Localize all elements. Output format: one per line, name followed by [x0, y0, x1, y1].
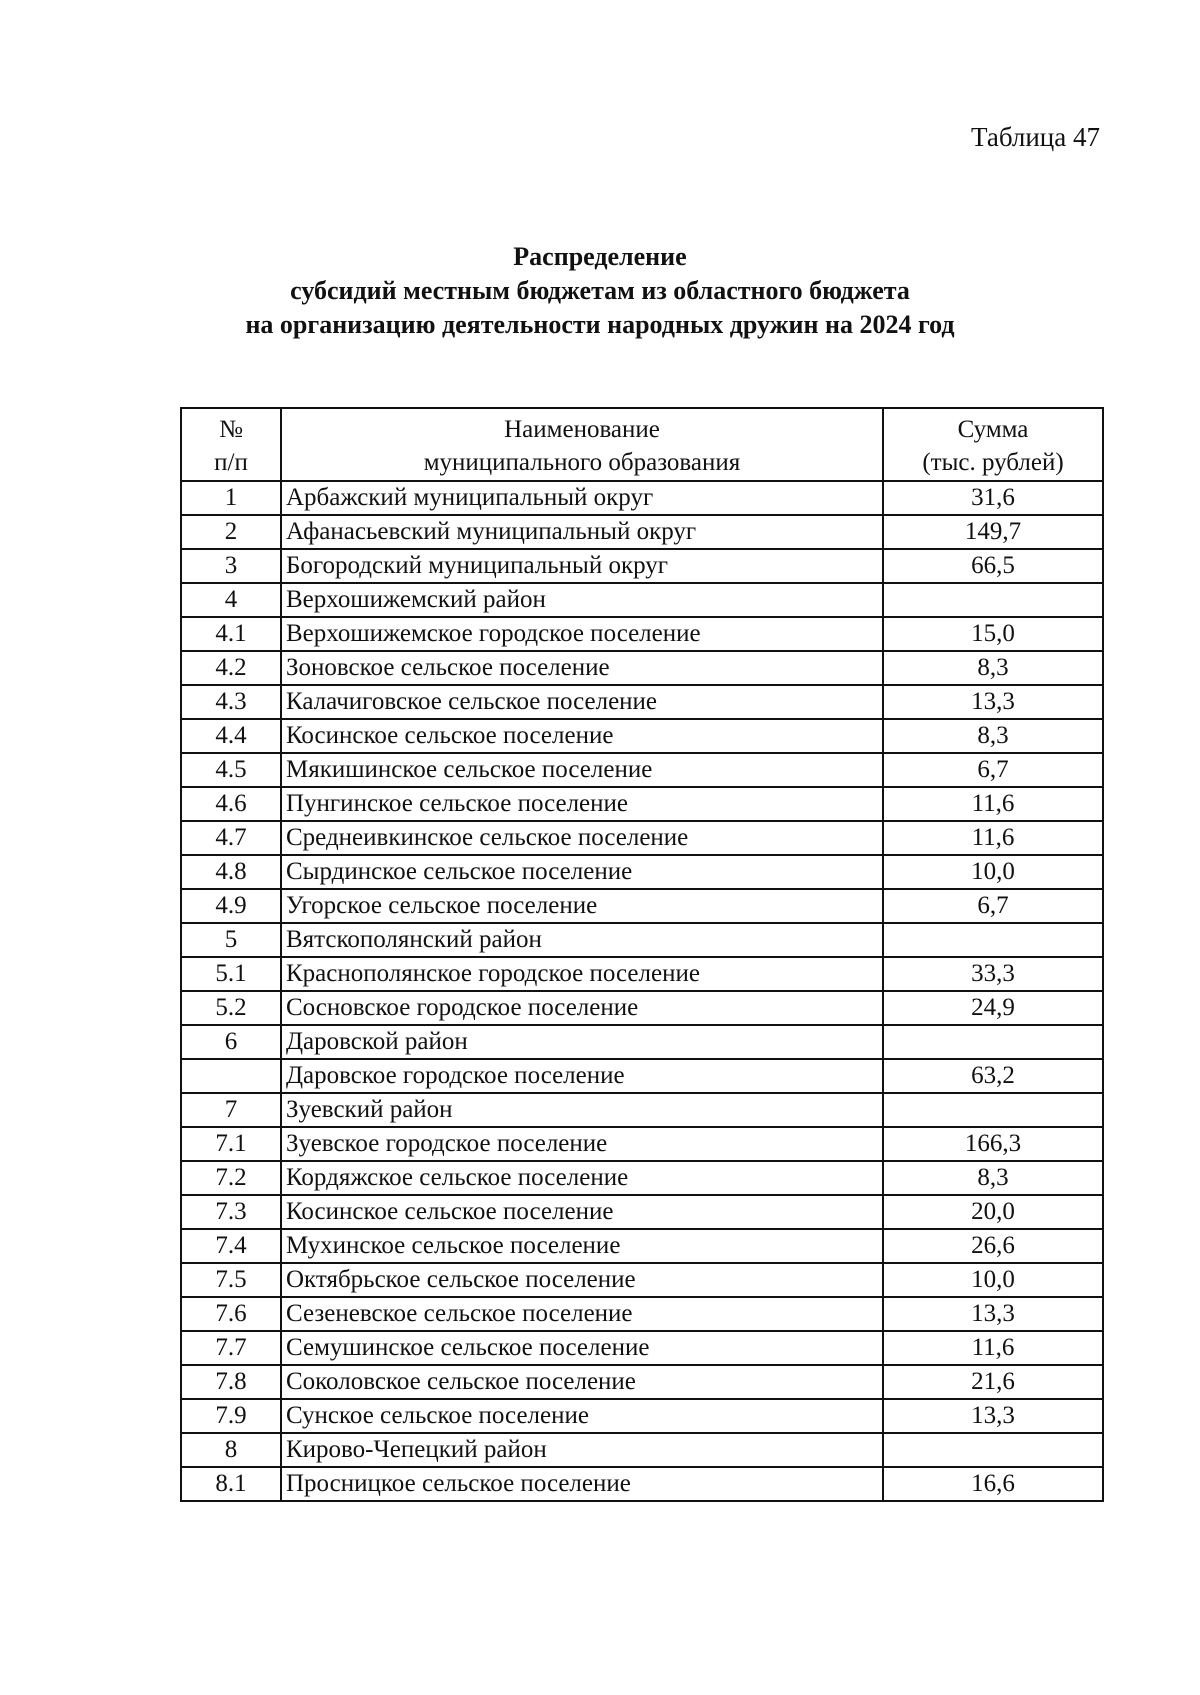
row-name-cell: Косинское сельское поселение	[281, 719, 883, 753]
row-name-cell: Просницкое сельское поселение	[281, 1467, 883, 1501]
row-name-cell: Октябрьское сельское поселение	[281, 1263, 883, 1297]
row-number-cell: 4.3	[181, 685, 281, 719]
table-row	[181, 991, 1103, 1025]
row-sum-cell	[883, 583, 1103, 617]
row-number-cell	[181, 1059, 281, 1093]
table-row	[181, 1229, 1103, 1263]
title-line-2: субсидий местным бюджетам из областного бюджета	[290, 276, 910, 305]
subsidy-table	[180, 407, 1104, 1502]
row-sum-cell: 10,0	[883, 1263, 1103, 1297]
row-number-cell: 7.3	[181, 1195, 281, 1229]
header-sum	[883, 408, 1103, 481]
row-number-cell: 7.5	[181, 1263, 281, 1297]
row-sum-cell: 33,3	[883, 957, 1103, 991]
table-row	[181, 1093, 1103, 1127]
header-name-line-1: Наименование	[504, 415, 660, 443]
row-sum-cell: 166,3	[883, 1127, 1103, 1161]
row-sum-cell: 63,2	[883, 1059, 1103, 1093]
document-title	[0, 240, 1200, 342]
row-name-cell: Соколовское сельское поселение	[281, 1365, 883, 1399]
row-sum-cell	[883, 1025, 1103, 1059]
row-sum-cell: 11,6	[883, 787, 1103, 821]
row-sum-cell: 8,3	[883, 651, 1103, 685]
table-row	[181, 753, 1103, 787]
row-sum-cell: 24,9	[883, 991, 1103, 1025]
row-name-cell: Калачиговское сельское поселение	[281, 685, 883, 719]
row-sum-cell: 8,3	[883, 1161, 1103, 1195]
row-number-cell: 4.8	[181, 855, 281, 889]
table-row	[181, 1331, 1103, 1365]
table-row	[181, 1059, 1103, 1093]
row-name-cell: Краснополянское городское поселение	[281, 957, 883, 991]
row-name-cell: Зуевское городское поселение	[281, 1127, 883, 1161]
row-number-cell: 7.2	[181, 1161, 281, 1195]
row-name-cell: Сосновское городское поселение	[281, 991, 883, 1025]
row-name-cell: Даровской район	[281, 1025, 883, 1059]
table-row	[181, 515, 1103, 549]
table-row	[181, 889, 1103, 923]
row-number-cell: 7.6	[181, 1297, 281, 1331]
row-name-cell: Косинское сельское поселение	[281, 1195, 883, 1229]
table-row	[181, 651, 1103, 685]
row-number-cell: 4.7	[181, 821, 281, 855]
row-sum-cell: 16,6	[883, 1467, 1103, 1501]
row-sum-cell: 6,7	[883, 889, 1103, 923]
table-body	[181, 481, 1103, 1501]
row-sum-cell: 6,7	[883, 753, 1103, 787]
row-sum-cell: 11,6	[883, 1331, 1103, 1365]
header-name-line-2: муниципального образования	[423, 448, 741, 476]
row-sum-cell: 31,6	[883, 481, 1103, 515]
row-sum-cell: 8,3	[883, 719, 1103, 753]
header-sum-line-1: Сумма	[957, 415, 1029, 443]
table-row	[181, 1365, 1103, 1399]
row-name-cell: Сезеневское сельское поселение	[281, 1297, 883, 1331]
row-name-cell: Даровское городское поселение	[281, 1059, 883, 1093]
table-row	[181, 1399, 1103, 1433]
row-sum-cell: 26,6	[883, 1229, 1103, 1263]
subsidy-table-wrapper	[180, 407, 1102, 1502]
row-name-cell: Кирово-Чепецкий район	[281, 1433, 883, 1467]
row-sum-cell: 66,5	[883, 549, 1103, 583]
table-header-row	[181, 408, 1103, 481]
table-row	[181, 719, 1103, 753]
row-sum-cell: 11,6	[883, 821, 1103, 855]
row-number-cell: 7.1	[181, 1127, 281, 1161]
header-number-line-2: п/п	[214, 448, 248, 476]
table-row	[181, 1127, 1103, 1161]
row-number-cell: 4.9	[181, 889, 281, 923]
row-number-cell: 4	[181, 583, 281, 617]
row-number-cell: 5.1	[181, 957, 281, 991]
row-name-cell: Пунгинское сельское поселение	[281, 787, 883, 821]
row-name-cell: Сунское сельское поселение	[281, 1399, 883, 1433]
table-row	[181, 1263, 1103, 1297]
row-number-cell: 3	[181, 549, 281, 583]
row-name-cell: Вятскополянский район	[281, 923, 883, 957]
table-row	[181, 685, 1103, 719]
row-sum-cell: 20,0	[883, 1195, 1103, 1229]
row-sum-cell: 21,6	[883, 1365, 1103, 1399]
row-sum-cell: 10,0	[883, 855, 1103, 889]
row-name-cell: Среднеивкинское сельское поселение	[281, 821, 883, 855]
row-number-cell: 8	[181, 1433, 281, 1467]
table-row	[181, 1161, 1103, 1195]
row-name-cell: Зоновское сельское поселение	[281, 651, 883, 685]
table-number-label: Таблица 47	[971, 122, 1100, 152]
table-row	[181, 1467, 1103, 1501]
table-row	[181, 1195, 1103, 1229]
header-number-line-1: №	[219, 415, 243, 443]
table-row	[181, 957, 1103, 991]
row-name-cell: Семушинское сельское поселение	[281, 1331, 883, 1365]
row-number-cell: 4.4	[181, 719, 281, 753]
row-name-cell: Сырдинское сельское поселение	[281, 855, 883, 889]
row-name-cell: Угорское сельское поселение	[281, 889, 883, 923]
table-row	[181, 583, 1103, 617]
row-number-cell: 1	[181, 481, 281, 515]
row-number-cell: 2	[181, 515, 281, 549]
table-row	[181, 855, 1103, 889]
row-number-cell: 7.8	[181, 1365, 281, 1399]
row-number-cell: 4.1	[181, 617, 281, 651]
row-name-cell: Арбажский муниципальный округ	[281, 481, 883, 515]
row-number-cell: 7.4	[181, 1229, 281, 1263]
row-number-cell: 5.2	[181, 991, 281, 1025]
row-number-cell: 5	[181, 923, 281, 957]
header-name	[281, 408, 883, 481]
row-name-cell: Верхошижемский район	[281, 583, 883, 617]
header-number	[181, 408, 281, 481]
table-row	[181, 617, 1103, 651]
row-number-cell: 4.5	[181, 753, 281, 787]
row-name-cell: Афанасьевский муниципальный округ	[281, 515, 883, 549]
row-sum-cell: 13,3	[883, 1297, 1103, 1331]
row-number-cell: 6	[181, 1025, 281, 1059]
row-sum-cell: 13,3	[883, 1399, 1103, 1433]
table-row	[181, 1297, 1103, 1331]
title-line-3: на организацию деятельности народных дружин на 2024 год	[245, 310, 955, 339]
row-name-cell: Мякишинское сельское поселение	[281, 753, 883, 787]
table-row	[181, 549, 1103, 583]
table-row	[181, 1025, 1103, 1059]
header-sum-line-2: (тыс. рублей)	[922, 448, 1064, 476]
row-name-cell: Богородский муниципальный округ	[281, 549, 883, 583]
row-name-cell: Зуевский район	[281, 1093, 883, 1127]
table-row	[181, 923, 1103, 957]
table-row	[181, 481, 1103, 515]
row-sum-cell: 13,3	[883, 685, 1103, 719]
row-sum-cell	[883, 1093, 1103, 1127]
row-number-cell: 7	[181, 1093, 281, 1127]
row-number-cell: 4.2	[181, 651, 281, 685]
row-sum-cell: 149,7	[883, 515, 1103, 549]
row-sum-cell	[883, 1433, 1103, 1467]
row-name-cell: Верхошижемское городское поселение	[281, 617, 883, 651]
row-number-cell: 4.6	[181, 787, 281, 821]
row-number-cell: 7.9	[181, 1399, 281, 1433]
row-sum-cell: 15,0	[883, 617, 1103, 651]
title-line-1: Распределение	[513, 242, 687, 271]
row-number-cell: 7.7	[181, 1331, 281, 1365]
row-sum-cell	[883, 923, 1103, 957]
table-row	[181, 787, 1103, 821]
table-row	[181, 821, 1103, 855]
row-name-cell: Кордяжское сельское поселение	[281, 1161, 883, 1195]
row-name-cell: Мухинское сельское поселение	[281, 1229, 883, 1263]
table-row	[181, 1433, 1103, 1467]
row-number-cell: 8.1	[181, 1467, 281, 1501]
